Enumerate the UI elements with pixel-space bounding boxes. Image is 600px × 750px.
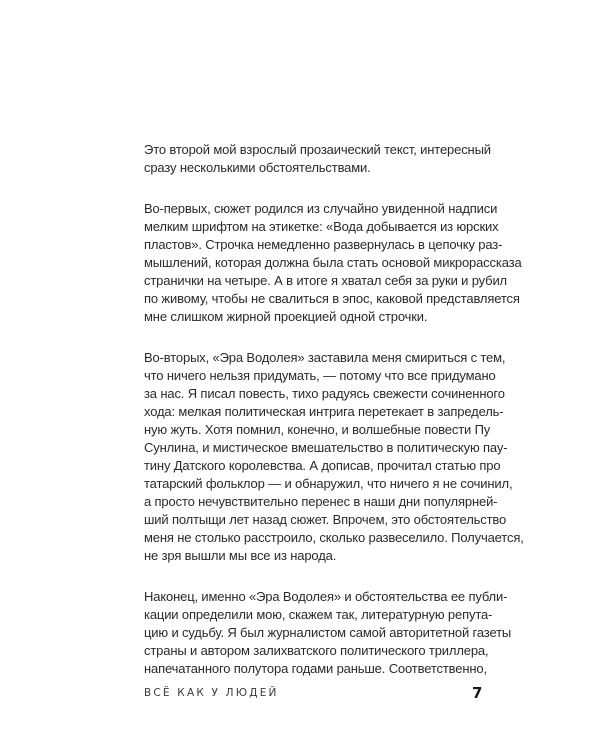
text-line: Во-первых, сюжет родился из случайно увиденной надписи (144, 201, 498, 216)
page-number: 7 (472, 684, 483, 702)
text-line: а просто нечувствительно перенес в наши дни популярней- (144, 494, 498, 509)
text-line: Во-вторых, «Эра Водолея» заставила меня смириться с тем, (144, 350, 506, 365)
text-line: пластов». Строчка немедленно развернулась в цепочку раз- (144, 237, 503, 252)
text-line: за нас. Я писал повесть, тихо радуясь свежести сочиненного (144, 386, 505, 401)
text-line: ную жуть. Хотя помнил, конечно, и волшебные повести Пу (144, 422, 491, 437)
text-line: хода: мелкая политическая интрига перетекает в запредель- (144, 404, 504, 419)
body-text (144, 141, 524, 701)
text-line: не зря вышли мы все из народа. (144, 548, 337, 563)
text-line: напечатанного полутора годами раньше. Соответственно, (144, 661, 487, 676)
text-line: татарский фольклор — и обнаружил, что ничего я не сочинил, (144, 476, 513, 491)
text-line: по живому, чтобы не свалиться в эпос, каковой представляется (144, 291, 520, 306)
text-line: Сунлина, и мистическое вмешательство в политическую пау- (144, 440, 508, 455)
text-line: мышлений, которая должна была стать основой микрорассказа (144, 255, 522, 270)
text-line: мне слишком жирной проекцией одной строчки. (144, 309, 428, 324)
text-line: что ничего нельзя придумать, — потому что все придумано (144, 368, 496, 383)
paragraph-3 (144, 349, 524, 565)
paragraph-1 (144, 141, 491, 177)
paragraph-4 (144, 588, 512, 678)
text-line: меня не столько расстроило, сколько развеселило. Получается, (144, 530, 524, 545)
text-line: мелким шрифтом на этикетке: «Вода добывается из юрских (144, 219, 499, 234)
text-line: Наконец, именно «Эра Водолея» и обстоятельства ее публи- (144, 589, 508, 604)
paragraph-2 (144, 200, 522, 326)
text-line: сразу несколькими обстоятельствами. (144, 160, 371, 175)
text-line: кации определили мою, скажем так, литературную репута- (144, 607, 493, 622)
text-line: странички на четыре. А в итоге я хватал себя за руки и рубил (144, 273, 507, 288)
text-line: Это второй мой взрослый прозаический текст, интересный (144, 142, 491, 157)
running-title: ВСЁ КАК У ЛЮДЕЙ (144, 687, 279, 699)
text-line: цию и судьбу. Я был журналистом самой авторитетной газеты (144, 625, 512, 640)
text-line: тину Датского королевства. А дописав, прочитал статью про (144, 458, 501, 473)
text-line: страны и автором залихватского политического триллера, (144, 643, 489, 658)
text-line: ший полтыщи лет назад сюжет. Впрочем, это обстоятельство (144, 512, 507, 527)
